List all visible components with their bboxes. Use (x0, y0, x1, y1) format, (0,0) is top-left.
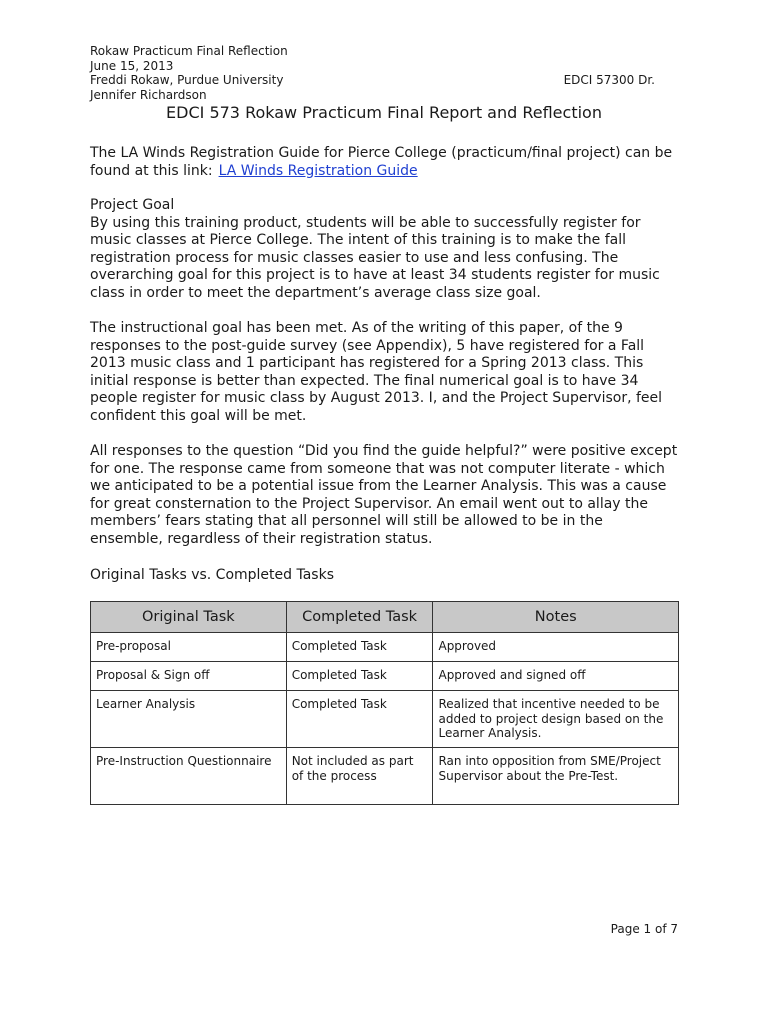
header-title: Rokaw Practicum Final Reflection (90, 44, 288, 58)
table-cell: Proposal & Sign off (91, 662, 287, 691)
header-course: EDCI 57300 Dr. (563, 73, 655, 87)
registration-guide-link[interactable]: LA Winds Registration Guide (218, 162, 418, 179)
intro-text: The LA Winds Registration Guide for Pierce College (practicum/final project) can be found at this link: (90, 145, 673, 179)
column-header: Notes (433, 602, 679, 633)
document-header (90, 44, 690, 102)
column-header: Original Task (91, 602, 287, 633)
table-cell: Pre-Instruction Questionnaire (91, 748, 287, 805)
table-cell: Learner Analysis (91, 691, 287, 748)
page-title: EDCI 573 Rokaw Practicum Final Report and Reflection (166, 103, 602, 122)
tasks-table (90, 601, 679, 805)
table-cell: Approved and signed off (433, 662, 679, 691)
column-header: Completed Task (286, 602, 433, 633)
header-instructor: Jennifer Richardson (90, 87, 207, 102)
table-cell: Completed Task (286, 633, 433, 662)
intro-paragraph (90, 145, 680, 180)
table-row (91, 748, 679, 805)
instructional-goal-text: The instructional goal has been met. As of the writing of this paper, of the 9 responses to the post-guide survey (see Appendix), 5 have registered for a Fall 2013 music class and 1 participant has registered for a Spring 2013 class. This initial response is better than expected. The final numerical goal is to have 34 people register for music class by August 2013. I, and the Project Supervisor, feel confident this goal will be met. (90, 320, 663, 424)
table-cell: Not included as part of the process (286, 748, 433, 805)
table-cell: Completed Task (286, 691, 433, 748)
table-cell: Pre-proposal (91, 633, 287, 662)
table-cell: Ran into opposition from SME/Project Supervisor about the Pre-Test. (433, 748, 679, 805)
tasks-heading: Original Tasks vs. Completed Tasks (90, 567, 334, 583)
table-cell: Approved (433, 633, 679, 662)
header-date: June 15, 2013 (90, 58, 174, 73)
project-goal-section (90, 197, 680, 302)
header-author-row (90, 73, 690, 88)
table-cell: Realized that incentive needed to be added to project design based on the Learner Analysis. (433, 691, 679, 748)
instructional-goal-paragraph (90, 320, 680, 425)
project-goal-text: By using this training product, students will be able to successfully register for music classes at Pierce College. The intent of this training is to make the fall registration process for music classes easier to use and less confusing. The overarching goal for this project is to have at least 34 students register for music class in order to meet the department’s average class size goal. (90, 214, 660, 301)
responses-text: All responses to the question “Did you find the guide helpful?” were positive except for one. The response came from someone that was not computer literate - which we anticipated to be a potential issue from the Learner Analysis. This was a cause for great consternation to the Project Supervisor. An email went out to allay the members’ fears stating that all personnel will still be allowed to be in the ensemble, regardless of their registration status. (90, 443, 678, 547)
page-number: Page 1 of 7 (610, 922, 678, 936)
table-cell: Completed Task (286, 662, 433, 691)
project-goal-heading: Project Goal (90, 197, 175, 213)
table-row (91, 691, 679, 748)
table-header-row (91, 602, 679, 633)
responses-paragraph (90, 443, 680, 548)
header-author: Freddi Rokaw, Purdue University (90, 73, 284, 87)
table-row (91, 662, 679, 691)
table-row (91, 633, 679, 662)
